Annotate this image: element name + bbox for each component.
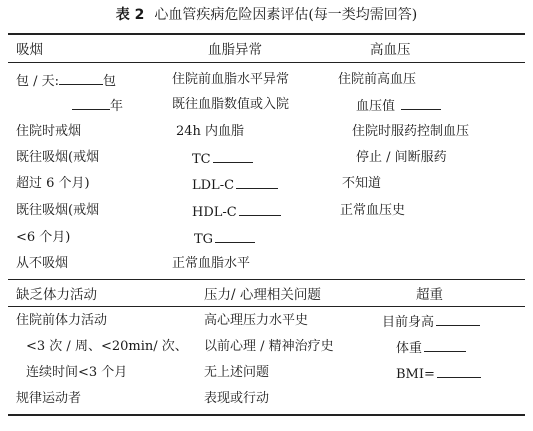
tg-blank[interactable] [215,230,255,243]
bp-taking-meds: 住院时服药控制血压 [352,124,470,139]
lipid-ldl-row [192,176,278,194]
lipid-tc-row [192,150,253,168]
packs-unit: 包 [103,74,117,89]
weight-blank[interactable] [424,339,466,352]
packs-per-day-label: 包 / 天: [16,74,60,89]
height-label: 目前身高 [382,315,435,330]
smoking-packs-row [16,72,116,90]
top-rule [8,33,525,35]
header-bp: 高血压 [370,42,411,58]
tc-blank[interactable] [213,150,253,163]
packs-blank[interactable] [59,72,103,85]
header-weight: 超重 [416,287,443,303]
height-blank[interactable] [436,313,480,326]
bmi-label: BMI= [396,367,435,382]
smoking-quit-short-2: <6 个月) [16,230,71,245]
lipid-normal: 正常血脂水平 [172,256,251,271]
smoking-current: 住院时戒烟 [16,124,82,139]
smoking-never: 从不吸烟 [16,256,69,271]
bp-value-row [356,97,441,115]
bmi-row [396,365,481,383]
bp-value-blank[interactable] [401,97,441,110]
weight-label: 体重 [396,341,423,356]
smoking-quit-short-1: 既往吸烟(戒烟 [16,203,100,218]
lipid-past-values: 既往血脂数值或入院 [172,97,290,112]
ldl-label: LDL-C [192,178,235,193]
hdl-blank[interactable] [239,203,281,216]
header-smoking: 吸烟 [16,42,43,58]
ldl-blank[interactable] [236,176,278,189]
header-rule-2 [8,306,525,307]
stress-high-pressure: 高心理压力水平史 [204,313,309,328]
stress-behavior: 表现或行动 [204,391,270,406]
bp-stopped: 停止 / 间断服药 [356,150,447,165]
tg-label: TG [194,232,214,247]
table-title [0,6,533,24]
bp-pre-admission: 住院前高血压 [338,72,417,87]
activity-frequency: <3 次 / 周、<20min/ 次、 [26,339,188,354]
lipid-tg-row [194,230,255,248]
stress-past-treatment: 以前心理 / 精神治疗史 [204,339,334,354]
bp-unknown: 不知道 [342,176,382,191]
bp-value-label: 血压值 [356,99,396,114]
header-rule-1 [8,62,525,63]
bmi-blank[interactable] [437,365,481,378]
header-lipid: 血脂异常 [208,42,262,58]
lipid-24h: 24h 内血脂 [176,124,245,139]
weight-row [396,339,466,357]
smoking-quit-long-1: 既往吸烟(戒烟 [16,150,100,165]
header-stress: 压力/ 心理相关问题 [204,287,321,303]
bp-normal-history: 正常血压史 [340,203,406,218]
activity-duration: 连续时间<3 个月 [26,365,128,380]
activity-pre-admission: 住院前体力活动 [16,313,108,328]
header-activity: 缺乏体力活动 [16,287,97,303]
smoking-quit-long-2: 超过 6 个月) [16,176,90,191]
tc-label: TC [192,152,211,167]
table-caption: 心血管疾病危险因素评估(每一类均需回答) [154,7,418,23]
activity-regular: 规律运动者 [16,391,82,406]
bottom-rule [8,414,525,416]
section-rule [8,279,525,280]
stress-none: 无上述问题 [204,365,270,380]
smoking-years-row [72,97,123,115]
years-unit: 年 [110,99,124,114]
lipid-pre-admission: 住院前血脂水平异常 [172,72,290,87]
lipid-hdl-row [192,203,281,221]
table-number: 表 2 [115,7,145,23]
weight-height-row [382,313,480,331]
years-blank[interactable] [72,97,110,110]
hdl-label: HDL-C [192,205,237,220]
